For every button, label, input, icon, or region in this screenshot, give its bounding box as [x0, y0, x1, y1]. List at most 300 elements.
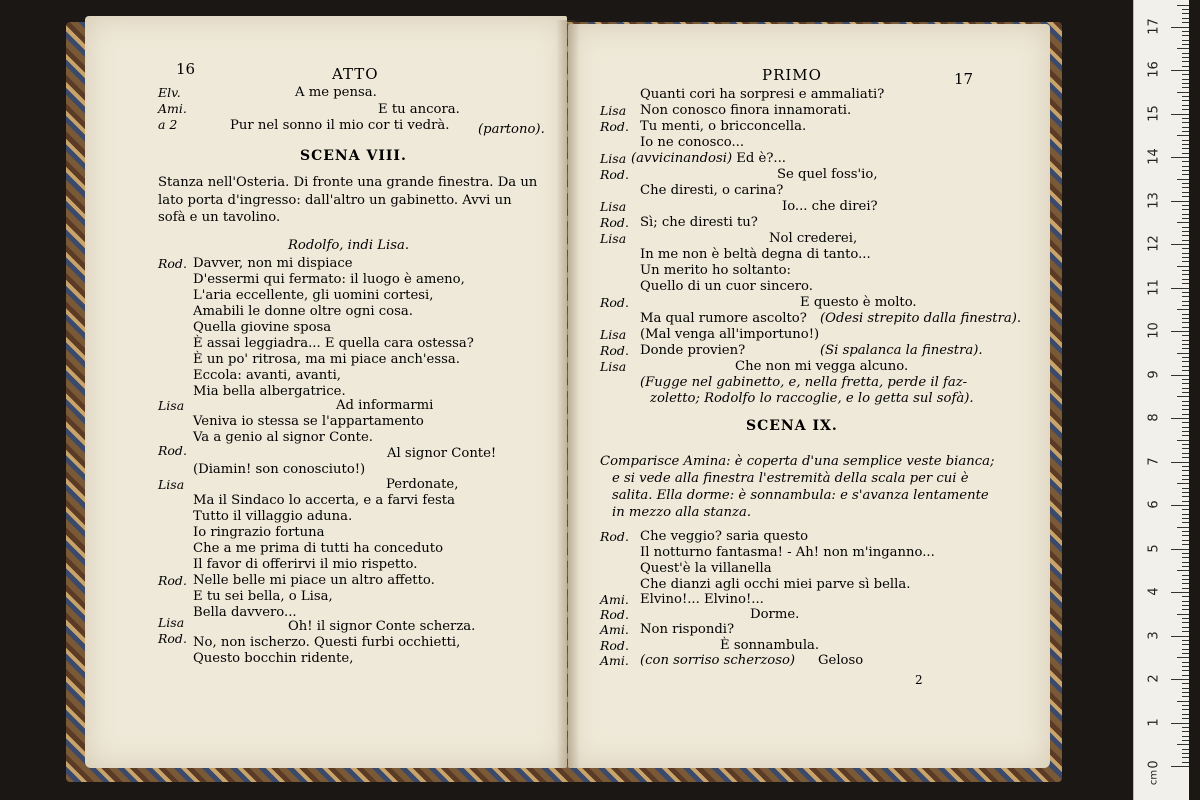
speaker-label: Ami.	[158, 101, 187, 116]
text-line: Mia bella albergatrice.	[193, 384, 346, 399]
speaker-label: Rod.	[158, 256, 187, 271]
ruler-tick	[1182, 100, 1189, 101]
text-line: Io ne conosco...	[640, 135, 745, 150]
ruler-tick	[1182, 388, 1189, 389]
ruler-tick	[1177, 440, 1189, 441]
speaker-label: Lisa	[600, 199, 627, 214]
ruler-tick	[1177, 353, 1189, 354]
ruler-tick	[1171, 679, 1189, 680]
ruler-tick	[1182, 257, 1189, 258]
ruler-tick	[1182, 644, 1189, 645]
ruler-tick	[1171, 244, 1189, 245]
ruler-tick	[1182, 340, 1189, 341]
text-line: in mezzo alla stanza.	[612, 505, 752, 520]
ruler-tick	[1182, 531, 1189, 532]
ruler-tick	[1177, 92, 1189, 93]
stage-direction: (Si spalanca la finestra).	[820, 343, 983, 358]
ruler-tick	[1182, 540, 1189, 541]
ruler-label: 17	[1146, 17, 1162, 35]
ruler-tick	[1171, 462, 1189, 463]
ruler-tick	[1182, 705, 1189, 706]
ruler-tick	[1182, 283, 1189, 284]
text-line: Nelle belle mi piace un altro affetto.	[193, 573, 435, 588]
ruler-tick	[1182, 405, 1189, 406]
ruler-tick	[1182, 13, 1189, 14]
ruler-unit-label: cm	[1148, 769, 1160, 786]
text-line	[631, 151, 786, 167]
ruler-tick	[1177, 570, 1189, 571]
speaker-label: Rod.	[600, 529, 629, 544]
text-line: (con sorriso scherzoso)	[640, 653, 796, 668]
speaker-label: Rod.	[600, 215, 629, 230]
text-line: L'aria eccellente, gli uomini cortesi,	[193, 288, 434, 303]
ruler-tick	[1177, 701, 1189, 702]
ruler-tick	[1182, 122, 1189, 123]
ruler-tick	[1182, 314, 1189, 315]
speaker-label: a 2	[158, 117, 178, 132]
ruler-tick	[1182, 709, 1189, 710]
ruler-tick	[1182, 148, 1189, 149]
ruler-tick	[1182, 688, 1189, 689]
ruler-tick	[1182, 109, 1189, 110]
ruler-tick	[1182, 492, 1189, 493]
ruler-tick	[1182, 609, 1189, 610]
ruler-tick	[1182, 192, 1189, 193]
ruler-tick	[1177, 309, 1189, 310]
ruler-tick	[1182, 240, 1189, 241]
ruler-label: 11	[1146, 278, 1162, 296]
ruler-tick	[1182, 649, 1189, 650]
ruler-tick	[1171, 723, 1189, 724]
ruler-tick	[1182, 557, 1189, 558]
ruler-tick	[1182, 666, 1189, 667]
speaker-label: Rod.	[158, 573, 187, 588]
text-line: Perdonate,	[386, 477, 459, 492]
ruler-tick	[1182, 627, 1189, 628]
speaker-label: Lisa	[158, 398, 185, 413]
ruler-label: 15	[1146, 104, 1162, 122]
ruler-tick	[1182, 127, 1189, 128]
ruler-tick	[1182, 218, 1189, 219]
ruler-tick	[1171, 157, 1189, 158]
ruler-tick	[1182, 596, 1189, 597]
ruler-tick	[1182, 348, 1189, 349]
ruler-tick	[1182, 66, 1189, 67]
ruler-tick	[1182, 435, 1189, 436]
text-line: Io... che direi?	[782, 199, 878, 214]
ruler-tick	[1182, 344, 1189, 345]
text-line: Il notturno fantasma! - Ah! non m'inganno...	[640, 545, 935, 560]
text-line: Se quel foss'io,	[777, 167, 878, 182]
speaker-label: Lisa	[158, 477, 185, 492]
text-line: No, non ischerzo. Questi furbi occhietti,	[193, 635, 461, 650]
ruler-tick	[1182, 318, 1189, 319]
text-line: Bella davvero...	[193, 605, 297, 620]
speaker-label: Rod.	[600, 119, 629, 134]
text-line: zoletto; Rodolfo lo raccoglie, e lo getta sul sofà).	[650, 391, 974, 406]
ruler-tick	[1171, 636, 1189, 637]
ruler-tick	[1182, 153, 1189, 154]
text-line: Eccola: avanti, avanti,	[193, 368, 341, 383]
ruler-tick	[1177, 483, 1189, 484]
ruler-tick	[1182, 470, 1189, 471]
signature-mark: 2	[915, 673, 923, 687]
ruler-tick	[1182, 83, 1189, 84]
ruler-tick	[1182, 305, 1189, 306]
text-line: Donde provien?	[640, 343, 746, 358]
ruler-tick	[1182, 118, 1189, 119]
ruler-tick	[1182, 653, 1189, 654]
ruler-tick	[1182, 370, 1189, 371]
text-line: e si vede alla finestra l'estremità della scala per cui è	[612, 471, 969, 486]
scene-heading-viii: SCENA VIII.	[300, 148, 407, 164]
text-line: (partono).	[478, 122, 545, 137]
ruler-tick	[1182, 187, 1189, 188]
ruler-tick	[1182, 605, 1189, 606]
text-line: (Mal venga all'importuno!)	[640, 327, 820, 342]
ruler-tick	[1182, 544, 1189, 545]
ruler-tick	[1182, 631, 1189, 632]
ruler-tick	[1182, 327, 1189, 328]
ruler-tick	[1182, 170, 1189, 171]
ruler-tick	[1182, 601, 1189, 602]
ruler-tick	[1182, 22, 1189, 23]
text-line: In me non è beltà degna di tanto...	[640, 247, 871, 262]
ruler-tick	[1182, 444, 1189, 445]
ruler-tick	[1182, 427, 1189, 428]
text-line: E tu ancora.	[378, 102, 460, 117]
ruler-zero-label: 0	[1146, 760, 1162, 769]
ruler-tick	[1182, 131, 1189, 132]
text-line: Tutto il villaggio aduna.	[193, 509, 353, 524]
text-line: Rodolfo, indi Lisa.	[288, 238, 410, 253]
speaker-label: Rod.	[600, 295, 629, 310]
ruler-tick	[1171, 288, 1189, 289]
ruler-tick	[1182, 640, 1189, 641]
text-line: (Diamin! son conosciuto!)	[193, 462, 366, 477]
ruler-tick	[1177, 657, 1189, 658]
ruler-tick	[1182, 383, 1189, 384]
ruler-tick	[1171, 418, 1189, 419]
text-line: Questo bocchin ridente,	[193, 651, 354, 666]
text-line: Io ringrazio fortuna	[193, 525, 325, 540]
ruler-tick	[1182, 670, 1189, 671]
ruler-tick	[1182, 292, 1189, 293]
ruler-tick	[1182, 509, 1189, 510]
ruler-tick	[1182, 40, 1189, 41]
ruler-tick	[1182, 562, 1189, 563]
ruler-tick	[1182, 422, 1189, 423]
speaker-label: Rod.	[600, 607, 629, 622]
ruler-tick	[1182, 675, 1189, 676]
text-line: Ma qual rumore ascolto?	[640, 311, 807, 326]
ruler-tick	[1182, 357, 1189, 358]
ruler-tick	[1182, 501, 1189, 502]
text-line: Sì; che diresti tu?	[640, 215, 758, 230]
ruler-tick	[1171, 201, 1189, 202]
ruler-tick	[1177, 266, 1189, 267]
text-line: E tu sei bella, o Lisa,	[193, 589, 333, 604]
ruler-tick	[1171, 375, 1189, 376]
ruler-tick	[1182, 231, 1189, 232]
ruler-tick	[1177, 744, 1189, 745]
text-line: Che dianzi agli occhi miei parve sì bella.	[640, 577, 911, 592]
speaker-label: Lisa	[158, 615, 185, 630]
ruler-tick	[1182, 9, 1189, 10]
text-line: Un merito ho soltanto:	[640, 263, 791, 278]
ruler-tick	[1182, 727, 1189, 728]
ruler-tick	[1182, 514, 1189, 515]
ruler-label: 9	[1146, 369, 1162, 379]
speaker-label: Lisa	[600, 327, 627, 342]
text-line: sofà e un tavolino.	[158, 210, 281, 225]
ruler-tick	[1182, 322, 1189, 323]
ruler-tick	[1182, 140, 1189, 141]
stage-direction: (Odesi strepito dalla finestra).	[820, 311, 1022, 326]
ruler-tick	[1182, 296, 1189, 297]
ruler-tick	[1182, 731, 1189, 732]
ruler-tick	[1182, 235, 1189, 236]
text-line: Davver, non mi dispiace	[193, 256, 353, 271]
text-line: lato porta d'ingresso: dall'altro un gabinetto. Avvi un	[158, 193, 512, 208]
ruler-tick	[1182, 61, 1189, 62]
ruler-tick	[1182, 174, 1189, 175]
ruler-label: 3	[1146, 630, 1162, 640]
ruler-tick	[1182, 253, 1189, 254]
ruler-tick	[1182, 279, 1189, 280]
text-line: Stanza nell'Osteria. Di fronte una grande finestra. Da un	[158, 175, 538, 190]
scene-heading-ix: SCENA IX.	[746, 418, 838, 434]
text-line: È sonnambula.	[720, 638, 820, 653]
ruler-tick	[1182, 144, 1189, 145]
text-line: Oh! il signor Conte scherza.	[288, 619, 476, 634]
ruler-tick	[1182, 57, 1189, 58]
ruler-tick	[1182, 301, 1189, 302]
left-page-number: 16	[176, 60, 196, 78]
ruler-tick	[1182, 566, 1189, 567]
ruler-tick	[1182, 736, 1189, 737]
speaker-label: Rod.	[600, 343, 629, 358]
text-line: Quest'è la villanella	[640, 561, 772, 576]
ruler-tick	[1182, 248, 1189, 249]
text-line: Non rispondi?	[640, 622, 735, 637]
ruler-label: 13	[1146, 191, 1162, 209]
ruler-tick	[1182, 214, 1189, 215]
ruler-tick	[1182, 196, 1189, 197]
speaker-label: Rod.	[158, 443, 187, 458]
right-running-header: PRIMO	[762, 66, 822, 84]
stage-direction: (avvicinandosi)	[631, 151, 733, 166]
ruler-tick	[1171, 331, 1189, 332]
text-line: Al signor Conte!	[387, 446, 497, 461]
text-line: Amabili le donne oltre ogni cosa.	[193, 304, 413, 319]
ruler-label: 2	[1146, 674, 1162, 683]
ruler-tick	[1182, 522, 1189, 523]
ruler-tick	[1171, 27, 1189, 28]
text-line: Tu menti, o bricconcella.	[640, 119, 807, 134]
text-line: Quanti cori ha sorpresi e ammaliati?	[640, 87, 885, 102]
text-line: Il favor di offerirvi il mio rispetto.	[193, 557, 418, 572]
text-line: D'essermi qui fermato: il luogo è ameno,	[193, 272, 465, 287]
right-page-number: 17	[954, 70, 974, 88]
ruler-tick	[1177, 48, 1189, 49]
text-line: Che veggio? saria questo	[640, 529, 809, 544]
ruler-tick	[1182, 453, 1189, 454]
ruler-label: 5	[1146, 543, 1162, 553]
text-line: salita. Ella dorme: è sonnambula: e s'avanza lentamente	[612, 488, 989, 503]
ruler-tick	[1182, 105, 1189, 106]
ruler-tick	[1182, 53, 1189, 54]
text-line: Va a genio al signor Conte.	[193, 430, 373, 445]
ruler-tick	[1182, 622, 1189, 623]
ruler-tick	[1182, 583, 1189, 584]
ruler-tick	[1182, 270, 1189, 271]
ruler-tick	[1182, 488, 1189, 489]
ruler-tick	[1182, 409, 1189, 410]
ruler-tick	[1182, 431, 1189, 432]
ruler-tick	[1182, 496, 1189, 497]
ruler-tick	[1182, 392, 1189, 393]
ruler-tick	[1171, 592, 1189, 593]
ruler-tick	[1182, 96, 1189, 97]
text-line: È assai leggiadra... E quella cara ostessa?	[193, 336, 474, 351]
ruler-tick	[1182, 757, 1189, 758]
ruler-tick	[1177, 5, 1189, 6]
ruler-tick	[1182, 401, 1189, 402]
text-line: Non conosco finora innamorati.	[640, 103, 852, 118]
ruler-tick	[1182, 448, 1189, 449]
text-line: Che a me prima di tutti ha conceduto	[193, 541, 444, 556]
text-line: Che diresti, o carina?	[640, 183, 784, 198]
ruler-tick	[1182, 44, 1189, 45]
ruler-tick	[1171, 549, 1189, 550]
ruler-tick	[1182, 205, 1189, 206]
ruler-tick	[1182, 518, 1189, 519]
speaker-label: Lisa	[600, 231, 627, 246]
ruler-label: 10	[1146, 322, 1162, 339]
ruler-tick	[1182, 87, 1189, 88]
ruler-tick	[1182, 696, 1189, 697]
speaker-label: Ami.	[600, 653, 629, 668]
ruler-tick	[1182, 718, 1189, 719]
ruler-tick	[1182, 161, 1189, 162]
speaker-label: Lisa	[600, 151, 627, 166]
ruler-tick	[1182, 618, 1189, 619]
ruler-label: 1	[1146, 717, 1162, 727]
ruler-tick	[1182, 588, 1189, 589]
ruler-tick	[1182, 31, 1189, 32]
ruler-tick	[1177, 179, 1189, 180]
speaker-label: Rod.	[600, 167, 629, 182]
ruler-tick	[1177, 527, 1189, 528]
dialogue: Ed è?...	[732, 151, 786, 166]
text-line: Pur nel sonno il mio cor ti vedrà.	[230, 118, 450, 133]
text-line: Comparisce Amina: è coperta d'una semplice veste bianca;	[600, 454, 995, 469]
ruler-tick	[1182, 692, 1189, 693]
ruler-tick	[1182, 740, 1189, 741]
ruler-tick	[1182, 274, 1189, 275]
ruler-tick	[1182, 366, 1189, 367]
ruler-tick	[1177, 614, 1189, 615]
speaker-label: Elv.	[158, 85, 181, 100]
ruler-tick	[1182, 457, 1189, 458]
text-line: Ma il Sindaco lo accerta, e a farvi festa	[193, 493, 455, 508]
text-line: Veniva io stessa se l'appartamento	[193, 414, 424, 429]
ruler-label: 12	[1146, 235, 1162, 252]
ruler-tick	[1182, 183, 1189, 184]
speaker-label: Rod.	[158, 631, 187, 646]
ruler-tick	[1182, 683, 1189, 684]
ruler-tick	[1182, 475, 1189, 476]
ruler-tick	[1182, 166, 1189, 167]
ruler-tick	[1182, 379, 1189, 380]
ruler-tick	[1171, 114, 1189, 115]
ruler-tick	[1182, 414, 1189, 415]
ruler-tick	[1182, 579, 1189, 580]
ruler-tick	[1182, 361, 1189, 362]
speaker-label: Lisa	[600, 359, 627, 374]
speaker-label: Ami.	[600, 622, 629, 637]
speaker-label: Ami.	[600, 592, 629, 607]
ruler-tick	[1182, 553, 1189, 554]
ruler-tick	[1182, 714, 1189, 715]
text-line: E questo è molto.	[800, 295, 917, 310]
ruler-tick	[1182, 79, 1189, 80]
ruler-tick	[1171, 505, 1189, 506]
ruler-tick	[1182, 335, 1189, 336]
measurement-ruler	[1133, 0, 1189, 800]
ruler-tick	[1182, 535, 1189, 536]
ruler-tick	[1182, 753, 1189, 754]
ruler-tick	[1182, 261, 1189, 262]
text-line: Geloso	[818, 653, 864, 668]
ruler-tick	[1182, 662, 1189, 663]
ruler-label: 4	[1146, 587, 1162, 596]
text-line: Quello di un cuor sincero.	[640, 279, 813, 294]
ruler-tick	[1182, 466, 1189, 467]
ruler-tick	[1171, 70, 1189, 71]
text-line: È un po' ritrosa, ma mi piace anch'essa.	[193, 352, 460, 367]
ruler-label: 14	[1146, 148, 1162, 165]
text-line: (Fugge nel gabinetto, e, nella fretta, perde il faz-	[640, 375, 968, 390]
ruler-tick	[1177, 396, 1189, 397]
text-line: Che non mi vegga alcuno.	[735, 359, 909, 374]
ruler-tick	[1177, 135, 1189, 136]
book-gutter	[556, 20, 580, 768]
speaker-label: Rod.	[600, 638, 629, 653]
ruler-tick	[1171, 766, 1189, 767]
ruler-tick	[1182, 749, 1189, 750]
text-line: Ad informarmi	[336, 398, 434, 413]
ruler-tick	[1182, 74, 1189, 75]
ruler-tick	[1182, 35, 1189, 36]
text-line: Nol crederei,	[769, 231, 858, 246]
ruler-tick	[1182, 575, 1189, 576]
speaker-label: Lisa	[600, 103, 627, 118]
left-running-header: ATTO	[332, 65, 379, 83]
ruler-tick	[1182, 209, 1189, 210]
ruler-tick	[1182, 762, 1189, 763]
text-line: Elvino!... Elvino!...	[640, 592, 764, 607]
ruler-label: 8	[1146, 413, 1162, 422]
ruler-tick	[1182, 227, 1189, 228]
text-line: Dorme.	[750, 607, 800, 622]
ruler-label: 7	[1146, 456, 1162, 466]
ruler-tick	[1182, 18, 1189, 19]
ruler-label: 16	[1146, 61, 1162, 78]
ruler-tick	[1182, 479, 1189, 480]
text-line: A me pensa.	[295, 85, 377, 100]
